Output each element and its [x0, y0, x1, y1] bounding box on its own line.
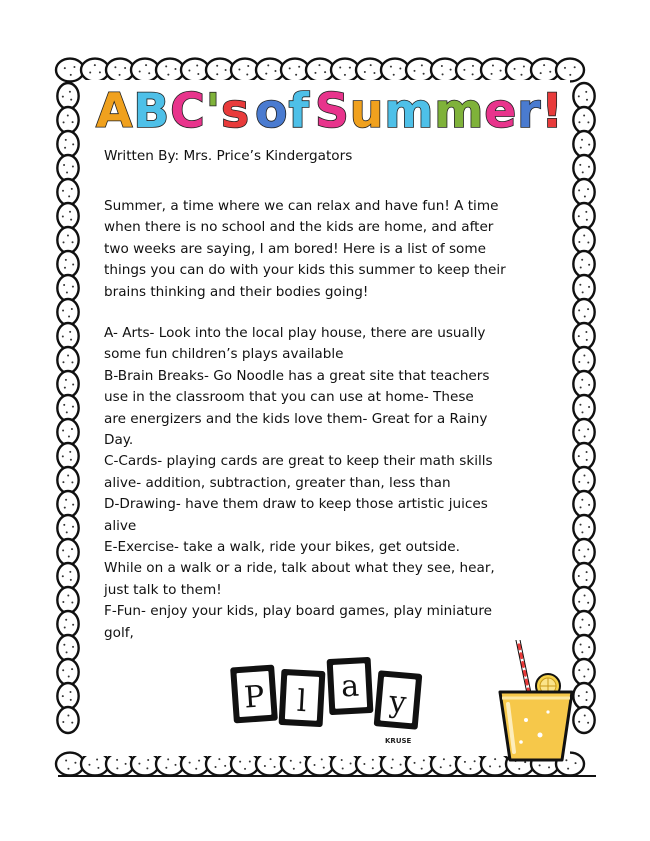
border-scallop: [573, 467, 594, 493]
title-letter: m: [384, 84, 435, 139]
author-line: Written By: Mrs. Price’s Kindergators: [104, 148, 353, 164]
border-scallop: [573, 539, 594, 565]
intro-line: brains thinking and their bodies going!: [104, 283, 369, 300]
title-letter: u: [349, 84, 385, 139]
border-scallop: [573, 227, 594, 253]
border-scallop: [573, 251, 594, 277]
list-line: F-Fun- enjoy your kids, play board games, play miniature: [104, 603, 492, 620]
border-scallop: [57, 611, 78, 637]
border-scallop: [57, 203, 78, 229]
play-block: [327, 657, 374, 715]
list-line: alive: [104, 517, 137, 534]
border-scallop: [573, 707, 594, 733]
border-scallop: [573, 131, 594, 157]
border-scallop: [57, 251, 78, 277]
border-scallop: [57, 227, 78, 253]
border-scallop: [57, 515, 78, 541]
title-letter: r: [517, 84, 542, 139]
list-line: While on a walk or a ride, talk about what they see, hear,: [104, 560, 495, 577]
border-scallop: [57, 587, 78, 613]
play-block: [230, 665, 278, 724]
lemonade-cup-icon: [496, 640, 576, 765]
activity-list: [104, 323, 554, 644]
page-title: [96, 84, 566, 139]
border-scallop: [57, 467, 78, 493]
play-letter: y: [387, 684, 408, 721]
border-scallop: [573, 515, 594, 541]
border-scallop: [573, 683, 594, 709]
list-line: E-Exercise- take a walk, ride your bikes, get outside.: [104, 539, 460, 556]
border-scallop: [57, 659, 78, 685]
list-line: A- Arts- Look into the local play house, there are usually: [104, 325, 486, 341]
border-scallop: [573, 587, 594, 613]
border-scallop: [573, 83, 594, 109]
title-letter: ': [205, 84, 222, 139]
border-scallop: [57, 563, 78, 589]
play-block: [279, 669, 326, 727]
play-letter: a: [340, 668, 360, 705]
border-scallop: [573, 203, 594, 229]
intro-line: things you can do with your kids this summer to keep their: [104, 262, 506, 279]
border-scallop: [573, 179, 594, 205]
list-line: are energizers and the kids love them- Great for a Rainy: [104, 410, 488, 427]
play-letter: P: [242, 679, 266, 716]
border-scallop: [573, 107, 594, 133]
title-letter: S: [315, 84, 350, 139]
border-scallop: [556, 59, 584, 82]
title-letter: s: [221, 84, 251, 139]
list-line: C-Cards- playing cards are great to keep their math skills: [104, 453, 493, 470]
play-block: [374, 670, 423, 730]
border-scallop: [57, 179, 78, 205]
border-scallop: [573, 155, 594, 181]
border-scallop: [573, 491, 594, 517]
border-scallop: [573, 611, 594, 637]
border-scallop: [573, 395, 594, 421]
intro-paragraph: [104, 196, 554, 303]
list-line: just talk to them!: [104, 581, 222, 598]
play-letter: l: [296, 683, 308, 720]
border-scallop: [57, 347, 78, 373]
border-scallop: [57, 419, 78, 445]
border-scallop: [573, 635, 594, 661]
border-scallop: [57, 371, 78, 397]
sun-icon: o: [255, 84, 289, 139]
border-scallop: [57, 107, 78, 133]
title-letter: B: [133, 84, 171, 139]
border-scallop: [57, 83, 78, 109]
border-scallop: [57, 635, 78, 661]
list-line: use in the classroom that you can use at home- These: [104, 389, 474, 406]
border-scallop: [57, 131, 78, 157]
list-line: golf,: [104, 624, 134, 641]
border-scallop: [573, 419, 594, 445]
list-line: D-Drawing- have them draw to keep those artistic juices: [104, 496, 488, 513]
border-scallop: [57, 683, 78, 709]
border-scallop: [573, 299, 594, 325]
border-scallop: [57, 443, 78, 469]
artist-signature: KRUSE: [385, 737, 412, 745]
intro-line: when there is no school and the kids are home, and after: [104, 219, 494, 236]
list-line: some fun children’s plays available: [104, 346, 344, 363]
border-scallop: [57, 155, 78, 181]
border-scallop: [57, 299, 78, 325]
border-scallop: [57, 491, 78, 517]
border-scallop: [57, 707, 78, 733]
border-scallop: [573, 371, 594, 397]
title-letter: e: [484, 84, 518, 139]
border-scallop: [57, 395, 78, 421]
list-line: B-Brain Breaks- Go Noodle has a great site that teachers: [104, 367, 490, 384]
border-scallop: [573, 323, 594, 349]
title-letter: A: [96, 84, 134, 139]
border-scallop: [573, 347, 594, 373]
title-letter: f: [288, 84, 310, 139]
border-scallop: [573, 275, 594, 301]
list-line: alive- addition, subtraction, greater than, less than: [104, 474, 451, 491]
border-scallop: [57, 323, 78, 349]
border-scallop: [573, 659, 594, 685]
title-letter: C: [170, 84, 206, 139]
border-scallop: [57, 539, 78, 565]
list-line: Day.: [104, 432, 134, 449]
border-scallop: [57, 275, 78, 301]
play-blocks-art: [228, 656, 428, 734]
title-letter: m: [434, 84, 485, 139]
border-scallop: [573, 563, 594, 589]
title-letter: !: [541, 84, 564, 139]
intro-line: Summer, a time where we can relax and have fun! A time: [104, 198, 499, 214]
border-scallop: [573, 443, 594, 469]
intro-line: two weeks are saying, I am bored! Here is a list of some: [104, 240, 486, 257]
